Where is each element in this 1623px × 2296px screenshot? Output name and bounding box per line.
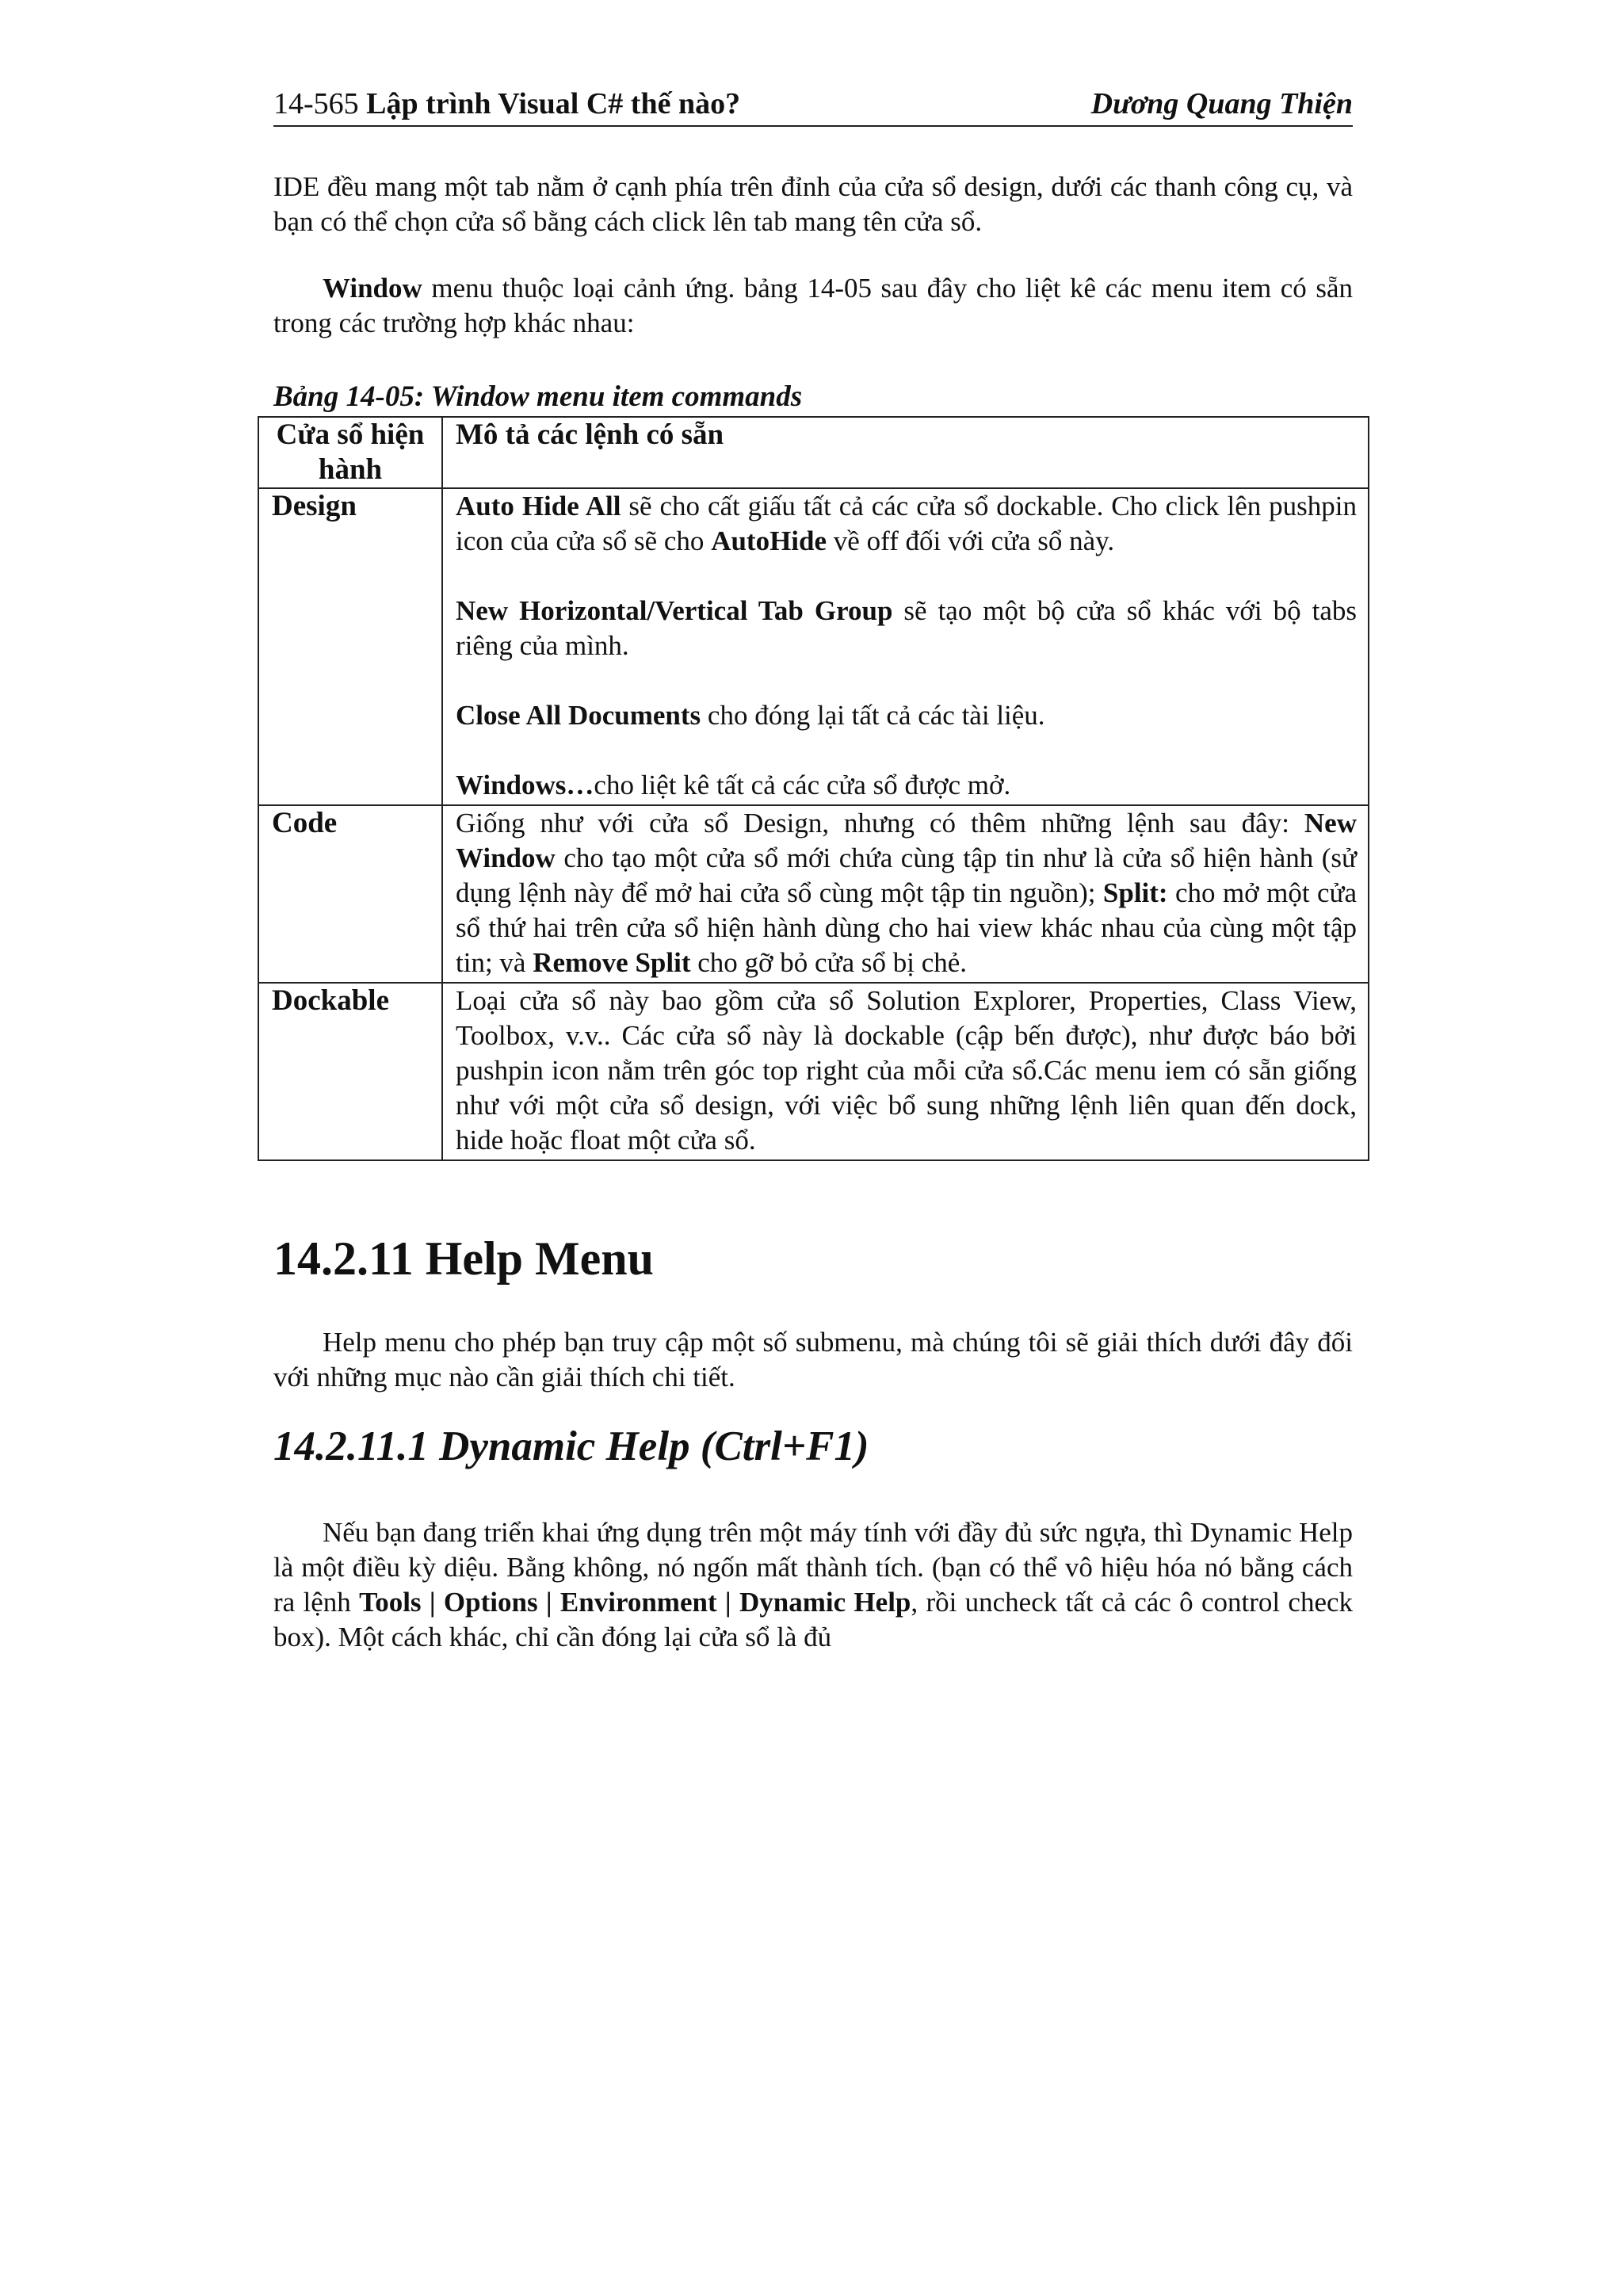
- table-row: [258, 983, 1369, 1160]
- dynamic-help-paragraph: [273, 1515, 1353, 1655]
- subsection-heading: 14.2.11.1 Dynamic Help (Ctrl+F1): [273, 1423, 869, 1469]
- header-description: Mô tả các lệnh có sẵn: [442, 417, 1369, 488]
- help-menu-paragraph: Help menu cho phép bạn truy cập một số submenu, mà chúng tôi sẽ giải thích dưới đây đối với những mục nào cần giải thích chi tiết.: [273, 1327, 1353, 1392]
- header-left: [273, 82, 740, 125]
- author-name: Dương Quang Thiện: [1090, 87, 1353, 120]
- design-para-windows: [456, 768, 1357, 803]
- design-para-auto-hide: [456, 489, 1357, 559]
- table-row: [258, 805, 1369, 983]
- header-current-window: Cửa sổ hiện hành: [258, 417, 442, 488]
- close-all-text: cho đóng lại tất cả các tài liệu.: [701, 700, 1045, 731]
- autohide-bold: AutoHide: [711, 525, 827, 556]
- intro-paragraph: IDE đều mang một tab nằm ở cạnh phía trên đỉnh của cửa sổ design, dưới các thanh công cụ, và bạn có thể chọn cửa sổ bằng cách click lên tab mang tên cửa sổ.: [273, 171, 1353, 237]
- design-description: [442, 488, 1369, 805]
- close-all-bold: Close All Documents: [456, 700, 701, 731]
- windows-bold: Windows…: [456, 770, 594, 800]
- dockable-description: Loại cửa sổ này bao gồm cửa sổ Solution Explorer, Properties, Class View, Toolbox, v.v.. Các cửa sổ này là dockable (cập bến được), như được báo bởi pushpin icon nằm trên góc top right của mỗi cửa sổ.Các menu iem có sẵn giống như với một cửa sổ design, với việc bổ sung những lệnh liên quan đến dock, hide hoặc float một cửa sổ.: [442, 983, 1369, 1160]
- code-text-1: Giống như với cửa sổ Design, nhưng có thêm những lệnh sau đây:: [456, 808, 1304, 839]
- book-title: Lập trình Visual C# thế nào?: [366, 87, 741, 120]
- window-menu-paragraph: [273, 271, 1353, 341]
- code-text-4: cho gỡ bỏ cửa sổ bị chẻ.: [690, 947, 968, 978]
- dynamic-help-text-2: , rồi uncheck tất cả các ô control check box). Một cách khác, chỉ cần đóng lại cửa sổ là đủ: [273, 1587, 1354, 1652]
- cmd-options: Options: [443, 1587, 538, 1618]
- row-label-code: Code: [258, 805, 442, 983]
- tab-group-text: sẽ tạo một bộ cửa sổ khác với bộ tabs riêng của mình.: [456, 595, 1358, 661]
- remove-split-bold: Remove Split: [533, 947, 691, 978]
- table-caption: Bảng 14-05: Window menu item commands: [273, 380, 803, 413]
- cmd-separator: |: [537, 1587, 560, 1618]
- row-label-dockable: Dockable: [258, 983, 442, 1160]
- page-number: 14-565: [273, 87, 359, 120]
- cmd-tools: Tools: [359, 1587, 422, 1618]
- auto-hide-all-bold: Auto Hide All: [456, 491, 621, 521]
- section-heading: 14.2.11 Help Menu: [273, 1232, 655, 1285]
- split-bold: Split:: [1102, 877, 1168, 908]
- new-window-bold: New Window: [456, 808, 1357, 873]
- autohide-text: về off đối với cửa sổ này.: [827, 525, 1115, 556]
- window-commands-table: [258, 416, 1369, 1161]
- window-menu-text: menu thuộc loại cảnh ứng. bảng 14-05 sau đây cho liệt kê các menu item có sẵn trong các trường hợp khác nhau:: [273, 273, 1353, 338]
- cmd-separator: |: [421, 1587, 444, 1618]
- tab-group-bold: New Horizontal/Vertical Tab Group: [456, 595, 893, 626]
- page-header: [273, 78, 1353, 127]
- cmd-dynamic-help: Dynamic Help: [739, 1587, 911, 1618]
- cmd-environment: Environment: [559, 1587, 717, 1618]
- cmd-separator: |: [716, 1587, 739, 1618]
- table-header-row: [258, 417, 1369, 488]
- code-text-2: cho tạo một cửa sổ mới chứa cùng tập tin như là cửa sổ hiện hành (sử dụng lệnh này để mở hai cửa sổ cùng một tập tin nguồn);: [456, 842, 1357, 908]
- code-text-3: cho mở một cửa sổ thứ hai trên cửa sổ hiện hành dùng cho hai view khác nhau của cùng một tập tin; và: [456, 877, 1357, 978]
- window-bold: Window: [323, 273, 422, 304]
- row-label-design: Design: [258, 488, 442, 805]
- code-description: [442, 805, 1369, 983]
- design-para-tab-group: [456, 594, 1357, 663]
- design-para-close-all: [456, 698, 1357, 733]
- table-row: [258, 488, 1369, 805]
- dynamic-help-text-1: Nếu bạn đang triển khai ứng dụng trên một máy tính với đầy đủ sức ngựa, thì Dynamic Help là một điều kỳ diệu. Bằng không, nó ngốn mất thành tích. (bạn có thể vô hiệu hóa nó bằng cách ra lệnh: [273, 1517, 1353, 1618]
- windows-text: cho liệt kê tất cả các cửa sổ được mở.: [594, 770, 1011, 800]
- auto-hide-text: sẽ cho cất giấu tất cả các cửa sổ dockable. Cho click lên pushpin icon của cửa sổ sẽ cho: [456, 491, 1357, 556]
